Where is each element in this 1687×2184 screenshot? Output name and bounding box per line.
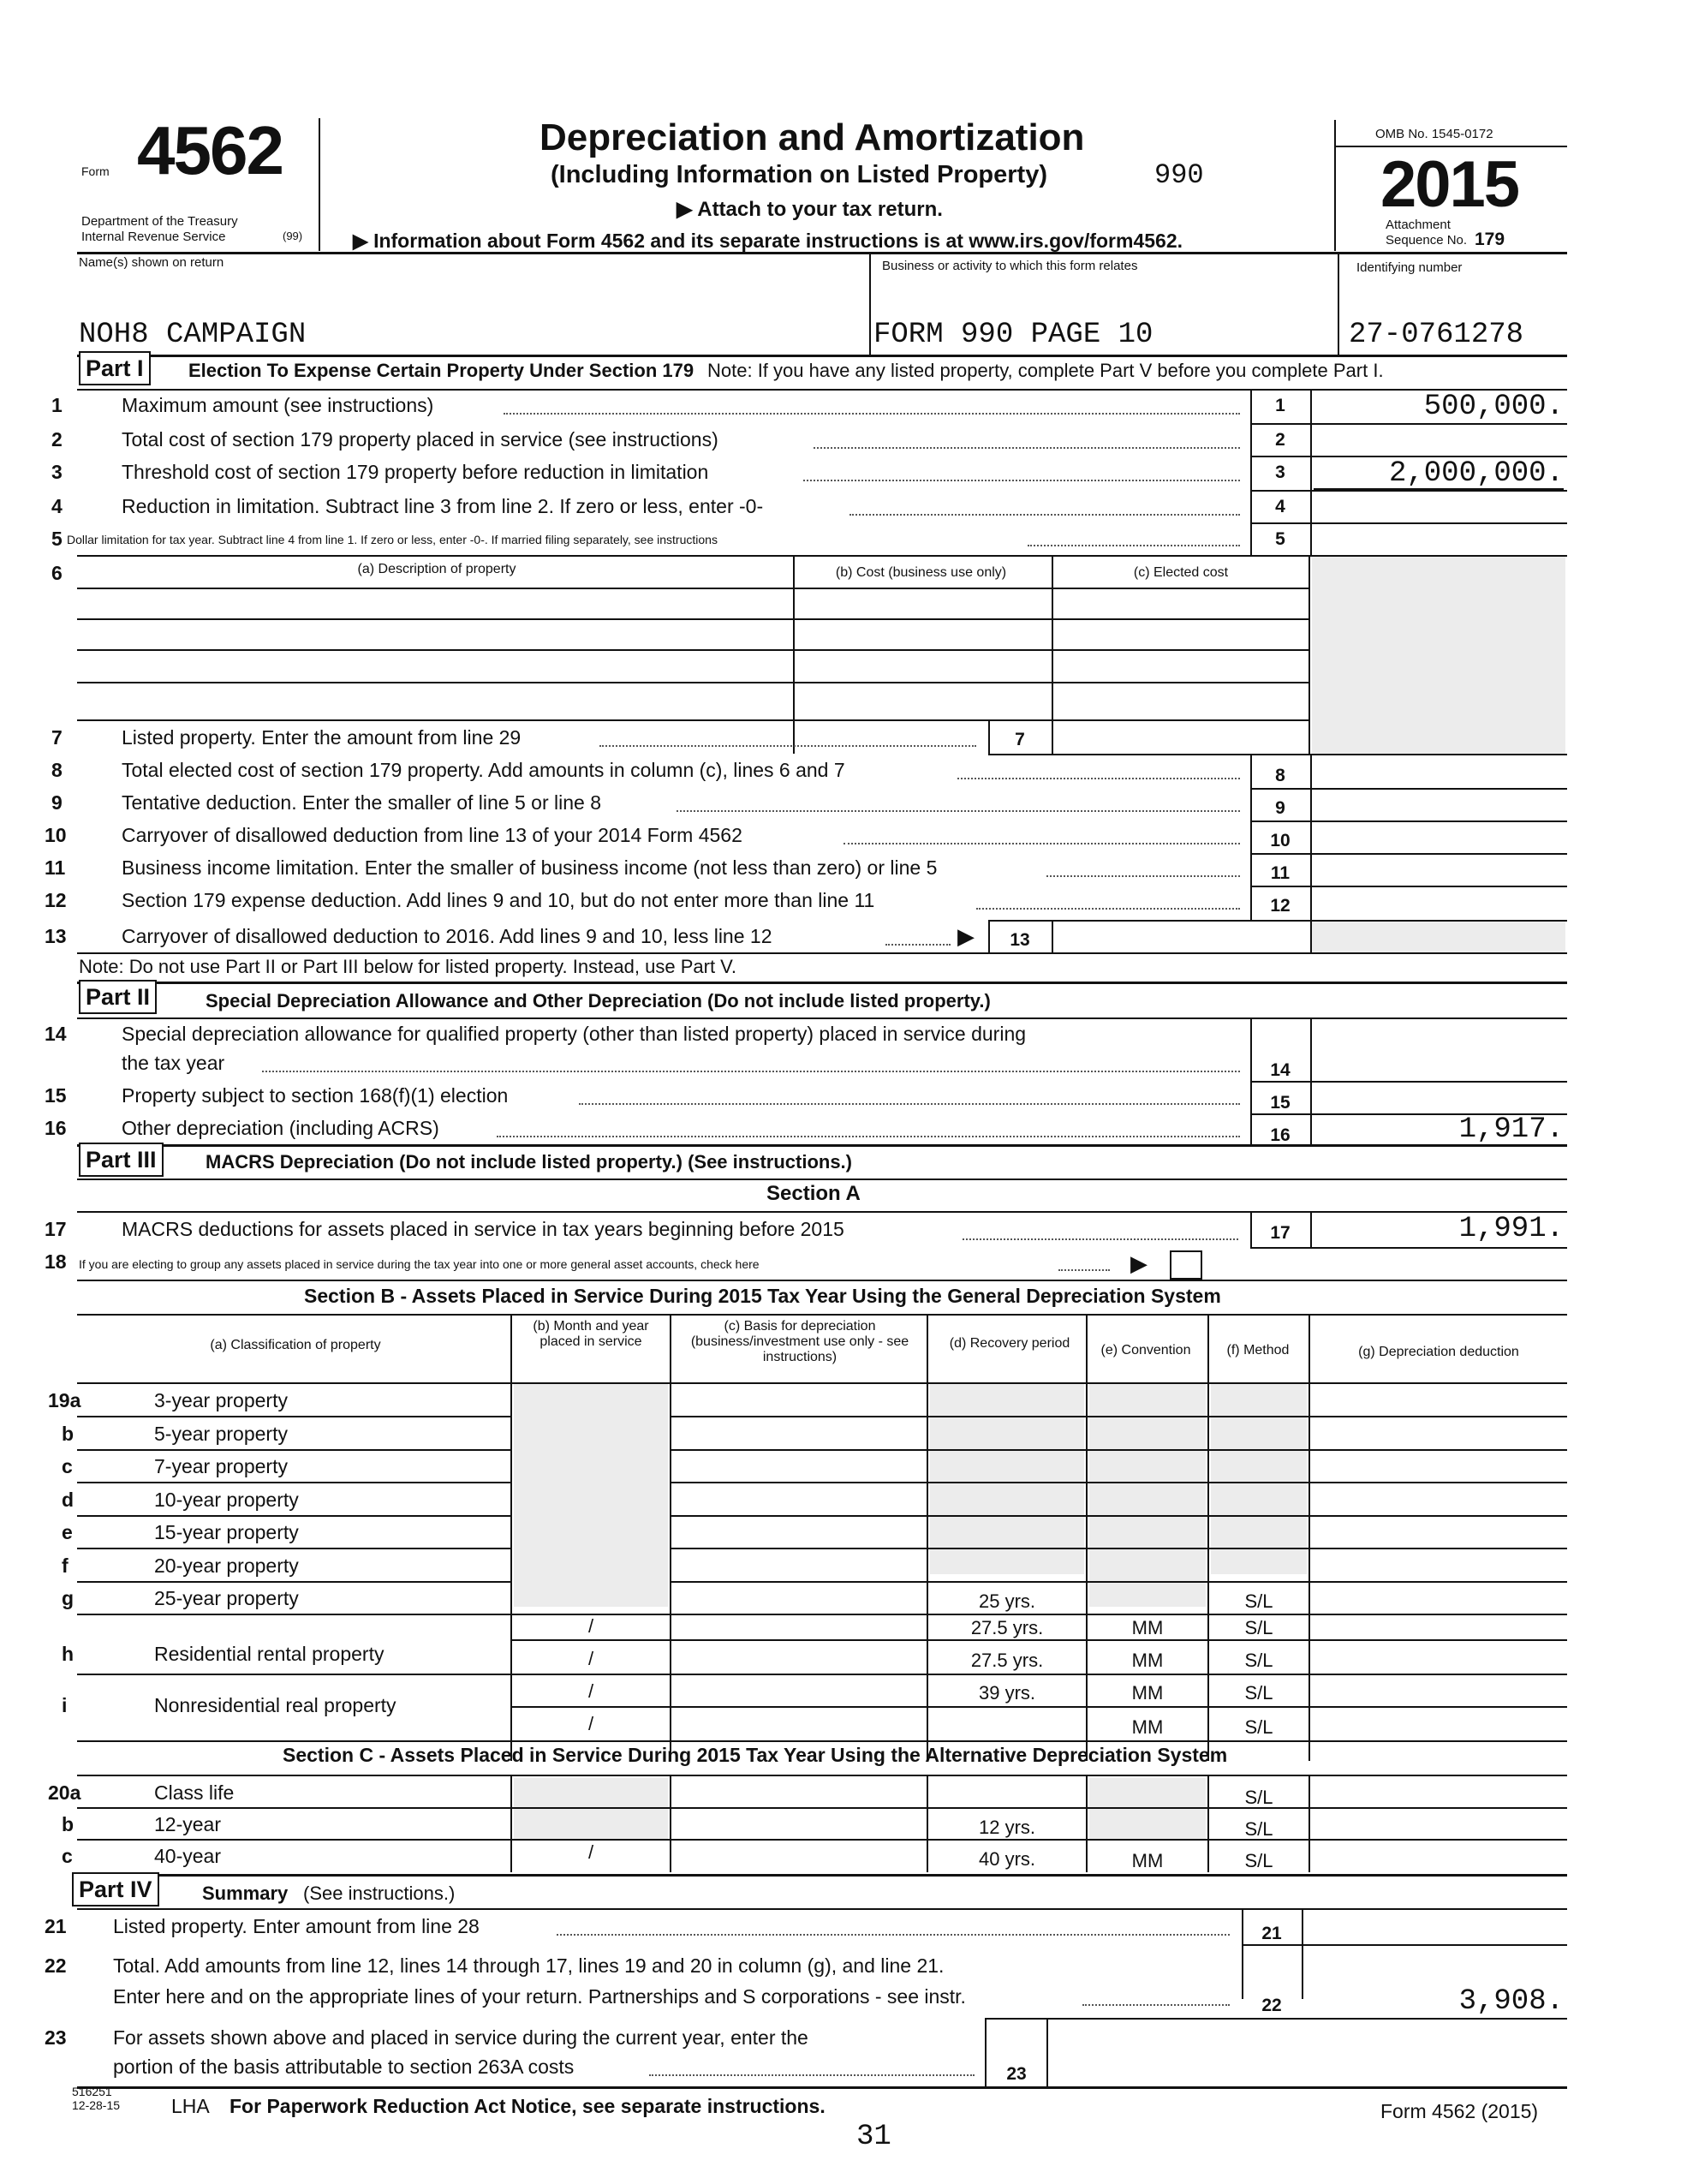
col-b-cost: (b) Cost (business use only) (835, 565, 1007, 580)
deduction-field[interactable] (1312, 1452, 1564, 1481)
line-7-value[interactable] (1055, 723, 1307, 752)
attachment-label: Attachment (1386, 218, 1451, 232)
method: S/L (1244, 1818, 1273, 1840)
info-note: ▶ Information about Form 4562 and its separate instructions is at www.irs.gov/form4562. (353, 230, 1183, 252)
footer-code2: 12-28-15 (72, 2098, 121, 2112)
row-number: f (62, 1554, 69, 1577)
section-c-heading: Section C - Assets Placed in Service During 2015 Tax Year Using the Alternative Depreciation System (283, 1744, 1228, 1766)
footer-lha: LHA (171, 2095, 210, 2117)
line-10-value[interactable] (1314, 822, 1564, 851)
row-number: b (62, 1423, 75, 1445)
basis-field[interactable] (673, 1841, 925, 1869)
basis-field[interactable] (673, 1485, 925, 1514)
part4-tag: Part IV (72, 1872, 159, 1907)
recovery-period: 40 yrs. (978, 1848, 1036, 1870)
row-rule (77, 1515, 510, 1517)
part1-note: Note: If you have any listed property, complete Part V before you complete Part I. (707, 360, 1384, 381)
row-20c-slash: / (587, 1841, 594, 1863)
sequence-label: Sequence No. (1386, 233, 1468, 248)
form-number: 4562 (137, 112, 283, 188)
part3-tag: Part III (79, 1143, 164, 1177)
line-8-value[interactable] (1314, 757, 1564, 786)
deduction-field[interactable] (1312, 1584, 1564, 1613)
line-11-value[interactable] (1314, 855, 1564, 884)
arrow-icon: ▶ (1130, 1250, 1148, 1276)
sequence-number: 179 (1475, 230, 1505, 249)
attach-note: ▶ Attach to your tax return. (677, 198, 943, 221)
row-label: 12-year (154, 1813, 221, 1835)
form-prefix: Form (81, 164, 110, 178)
basis-field[interactable] (673, 1778, 925, 1805)
deduction-field[interactable] (1312, 1551, 1564, 1580)
col-b-month-year: (b) Month and year placed in service (533, 1319, 649, 1349)
business-label: Business or activity to which this form relates (882, 259, 1138, 273)
row-label: 25-year property (154, 1587, 299, 1609)
dept-treasury: Department of the Treasury (81, 214, 238, 229)
part4-title-suffix: (See instructions.) (303, 1883, 456, 1904)
row-label: 7-year property (154, 1455, 288, 1477)
row-h-deduction-2[interactable] (1312, 1643, 1564, 1672)
deduction-field[interactable] (1312, 1485, 1564, 1514)
row-h-deduction-1[interactable] (1312, 1610, 1564, 1639)
row-rule (77, 1839, 1567, 1841)
line-9-value[interactable] (1314, 790, 1564, 819)
footer-notice: For Paperwork Reduction Act Notice, see separate instructions. (230, 2095, 826, 2117)
line-21-value[interactable] (1305, 1912, 1564, 1941)
col-d-recovery: (d) Recovery period (949, 1336, 1070, 1351)
row-label: 3-year property (154, 1389, 288, 1411)
line-3-value[interactable]: 2,000,000. (1388, 457, 1564, 490)
dept-irs: Internal Revenue Service (81, 230, 226, 244)
page-number: 31 (856, 2121, 891, 2153)
footer-code1: 516251 (72, 2085, 112, 2098)
deduction-field[interactable] (1312, 1841, 1564, 1869)
row-rule (670, 1548, 1567, 1549)
deduction-field[interactable] (1312, 1386, 1564, 1415)
line-6-number: 6 (51, 562, 63, 584)
line-6-row[interactable] (77, 649, 1308, 651)
convention: MM (1131, 1850, 1164, 1871)
section-a-heading: Section A (766, 1182, 861, 1205)
recovery-period: 12 yrs. (978, 1817, 1036, 1838)
row-i-deduction-1[interactable] (1312, 1675, 1564, 1704)
row-rule (77, 1482, 510, 1483)
row-number: 19a (48, 1389, 81, 1411)
line-17-value[interactable]: 1,991. (1458, 1213, 1564, 1245)
col-a-classification: (a) Classification of property (210, 1338, 381, 1352)
row-number: d (62, 1489, 75, 1511)
row-number: c (62, 1455, 73, 1477)
row-i-deduction-2[interactable] (1312, 1708, 1564, 1737)
row-number: g (62, 1587, 75, 1609)
method: S/L (1244, 1590, 1273, 1612)
col-f-method: (f) Method (1226, 1343, 1290, 1358)
name-label: Name(s) shown on return (79, 255, 224, 270)
form-subtitle: (Including Information on Listed Property) (551, 161, 1047, 188)
handwritten-990: 990 (1154, 159, 1204, 191)
col-c-elected: (c) Elected cost (1133, 565, 1229, 580)
row-label: 10-year property (154, 1489, 299, 1511)
row-rule (670, 1581, 1567, 1583)
line-1-value[interactable]: 500,000. (1423, 391, 1564, 423)
omb-number: OMB No. 1545-0172 (1375, 127, 1493, 141)
line-12-value[interactable] (1314, 887, 1564, 916)
basis-field[interactable] (673, 1810, 925, 1837)
line-6-row[interactable] (77, 682, 1308, 683)
line-14-value[interactable] (1314, 1052, 1564, 1081)
part2-title: Special Depreciation Allowance and Other Depreciation (Do not include listed property.) (206, 990, 991, 1011)
line-13-value[interactable] (1055, 922, 1307, 951)
deduction-field[interactable] (1312, 1518, 1564, 1547)
row-label: 40-year (154, 1845, 221, 1867)
basis-field[interactable] (673, 1419, 925, 1448)
taxpayer-name: NOH8 CAMPAIGN (79, 319, 307, 351)
tax-year: 2015 (1380, 148, 1519, 221)
part4-title: Summary (202, 1883, 289, 1904)
line-15-value[interactable] (1314, 1083, 1564, 1112)
line-6-row[interactable] (77, 618, 1308, 620)
identifying-number: 27-0761278 (1349, 319, 1524, 351)
group-assets-checkbox[interactable] (1170, 1250, 1202, 1280)
row-number: b (62, 1813, 75, 1835)
row-number: e (62, 1521, 73, 1543)
id-label: Identifying number (1356, 260, 1463, 275)
deduction-field[interactable] (1312, 1810, 1564, 1837)
basis-field[interactable] (673, 1551, 925, 1580)
section-b-heading: Section B - Assets Placed in Service During 2015 Tax Year Using the General Depreciation System (304, 1285, 1221, 1307)
method: S/L (1244, 1787, 1273, 1808)
row-label: Class life (154, 1781, 235, 1804)
method: S/L (1244, 1850, 1273, 1871)
recovery-period: 25 yrs. (978, 1590, 1036, 1612)
row-rule (670, 1515, 1567, 1517)
basis-field[interactable] (673, 1386, 925, 1415)
part1-tag: Part I (79, 351, 151, 385)
col-g-deduction: (g) Depreciation deduction (1358, 1345, 1519, 1359)
deduction-field[interactable] (1312, 1778, 1564, 1805)
row-number: 20a (48, 1781, 81, 1804)
row-rule (77, 1548, 510, 1549)
row-rule (77, 1581, 510, 1583)
basis-field[interactable] (673, 1452, 925, 1481)
row-rule (670, 1416, 1567, 1417)
col-a-description: (a) Description of property (357, 562, 516, 576)
row-label: 15-year property (154, 1521, 299, 1543)
footer-form-ref: Form 4562 (2015) (1380, 2100, 1539, 2122)
form-title: Depreciation and Amortization (539, 116, 1085, 158)
row-label: 5-year property (154, 1423, 288, 1445)
part1-note2: Note: Do not use Part II or Part III below for listed property. Instead, use Part V. (79, 956, 736, 977)
line-22-value[interactable]: 3,908. (1458, 1985, 1564, 2018)
row-rule (670, 1449, 1567, 1451)
line-16-value[interactable]: 1,917. (1458, 1113, 1564, 1146)
deduction-field[interactable] (1312, 1419, 1564, 1448)
part3-title: MACRS Depreciation (Do not include listed property.) (See instructions.) (206, 1151, 852, 1173)
row-rule (77, 1449, 510, 1451)
line-23-value[interactable] (1050, 2021, 1307, 2083)
basis-field[interactable] (673, 1518, 925, 1547)
arrow-icon: ▶ (957, 923, 975, 949)
dept-code: (99) (283, 230, 303, 242)
row-number: c (62, 1845, 73, 1867)
part1-title: Election To Expense Certain Property Under Section 179 (188, 360, 694, 381)
basis-field[interactable] (673, 1584, 925, 1613)
row-rule (77, 1807, 1567, 1809)
part2-tag: Part II (79, 980, 157, 1014)
row-rule (670, 1482, 1567, 1483)
col-c-basis: (c) Basis for depreciation (business/investment use only - see instructions) (690, 1319, 909, 1364)
row-rule (77, 1416, 510, 1417)
row-label: 20-year property (154, 1554, 299, 1577)
business-activity: FORM 990 PAGE 10 (873, 319, 1153, 351)
col-e-convention: (e) Convention (1100, 1343, 1191, 1358)
